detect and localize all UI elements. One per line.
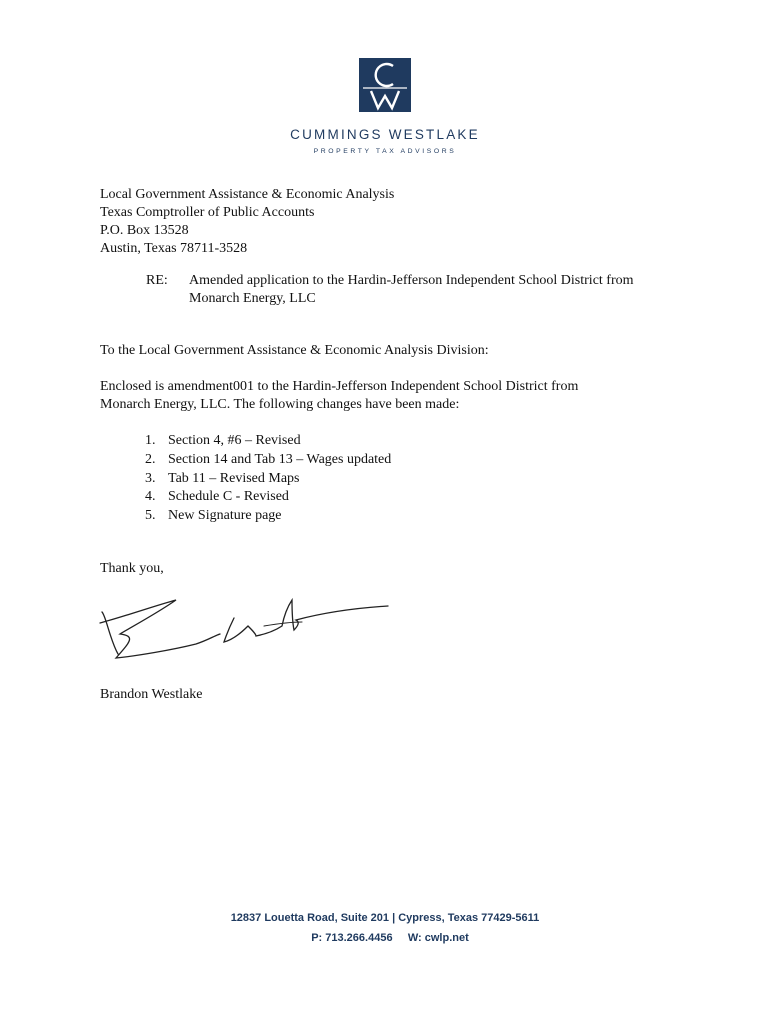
- list-item: [145, 488, 700, 507]
- company-tagline: PROPERTY TAX ADVISORS: [313, 148, 457, 155]
- company-name: CUMMINGS WESTLAKE: [290, 127, 480, 142]
- recipient-line: Local Government Assistance & Economic Analysis: [100, 187, 395, 202]
- recipient-line: Texas Comptroller of Public Accounts: [100, 205, 315, 220]
- list-text: Schedule C - Revised: [168, 489, 289, 505]
- footer-phone: P: 713.266.4456: [311, 932, 393, 944]
- footer-address: 12837 Louetta Road, Suite 201 | Cypress, Texas 77429-5611: [230, 912, 540, 924]
- footer: [0, 912, 770, 944]
- list-number: 3.: [145, 470, 156, 486]
- footer-web: W: cwlp.net: [407, 932, 469, 944]
- list-item: [145, 451, 700, 470]
- letter-body: [100, 186, 700, 578]
- recipient-line: Austin, Texas 78711-3528: [100, 241, 248, 256]
- subject-text-line: Amended application to the Hardin-Jefferson Independent School District from: [189, 273, 634, 288]
- list-number: 2.: [145, 451, 156, 467]
- list-number: 1.: [145, 433, 156, 448]
- list-text: New Signature page: [168, 508, 282, 524]
- list-number: 4.: [145, 489, 156, 505]
- subject-text: [189, 272, 689, 308]
- list-item: [145, 432, 700, 451]
- list-text: Section 4, #6 – Revised: [168, 433, 301, 448]
- list-text: Section 14 and Tab 13 – Wages updated: [168, 451, 392, 467]
- closing: Thank you,: [100, 560, 164, 576]
- handwritten-signature: [96, 596, 396, 671]
- subject-label: RE:: [146, 273, 168, 288]
- intro-line: Enclosed is amendment001 to the Hardin-Jefferson Independent School District from: [100, 379, 579, 394]
- cw-monogram-icon: [359, 58, 411, 112]
- salutation: To the Local Government Assistance & Economic Analysis Division:: [100, 343, 489, 358]
- subject-line: [146, 272, 700, 308]
- footer-contact: [0, 932, 770, 944]
- recipient-address: [100, 186, 700, 258]
- signer-name: Brandon Westlake: [100, 687, 203, 702]
- subject-text-line: Monarch Energy, LLC: [189, 291, 316, 306]
- recipient-line: P.O. Box 13528: [100, 223, 189, 238]
- list-text: Tab 11 – Revised Maps: [168, 470, 300, 486]
- intro-line: Monarch Energy, LLC. The following changes have been made:: [100, 397, 460, 412]
- changes-list: [100, 432, 700, 526]
- letterhead: [0, 58, 770, 155]
- list-item: [145, 507, 700, 526]
- list-item: [145, 470, 700, 489]
- intro-paragraph: [100, 378, 700, 414]
- list-number: 5.: [145, 508, 156, 524]
- company-logo: [359, 58, 411, 112]
